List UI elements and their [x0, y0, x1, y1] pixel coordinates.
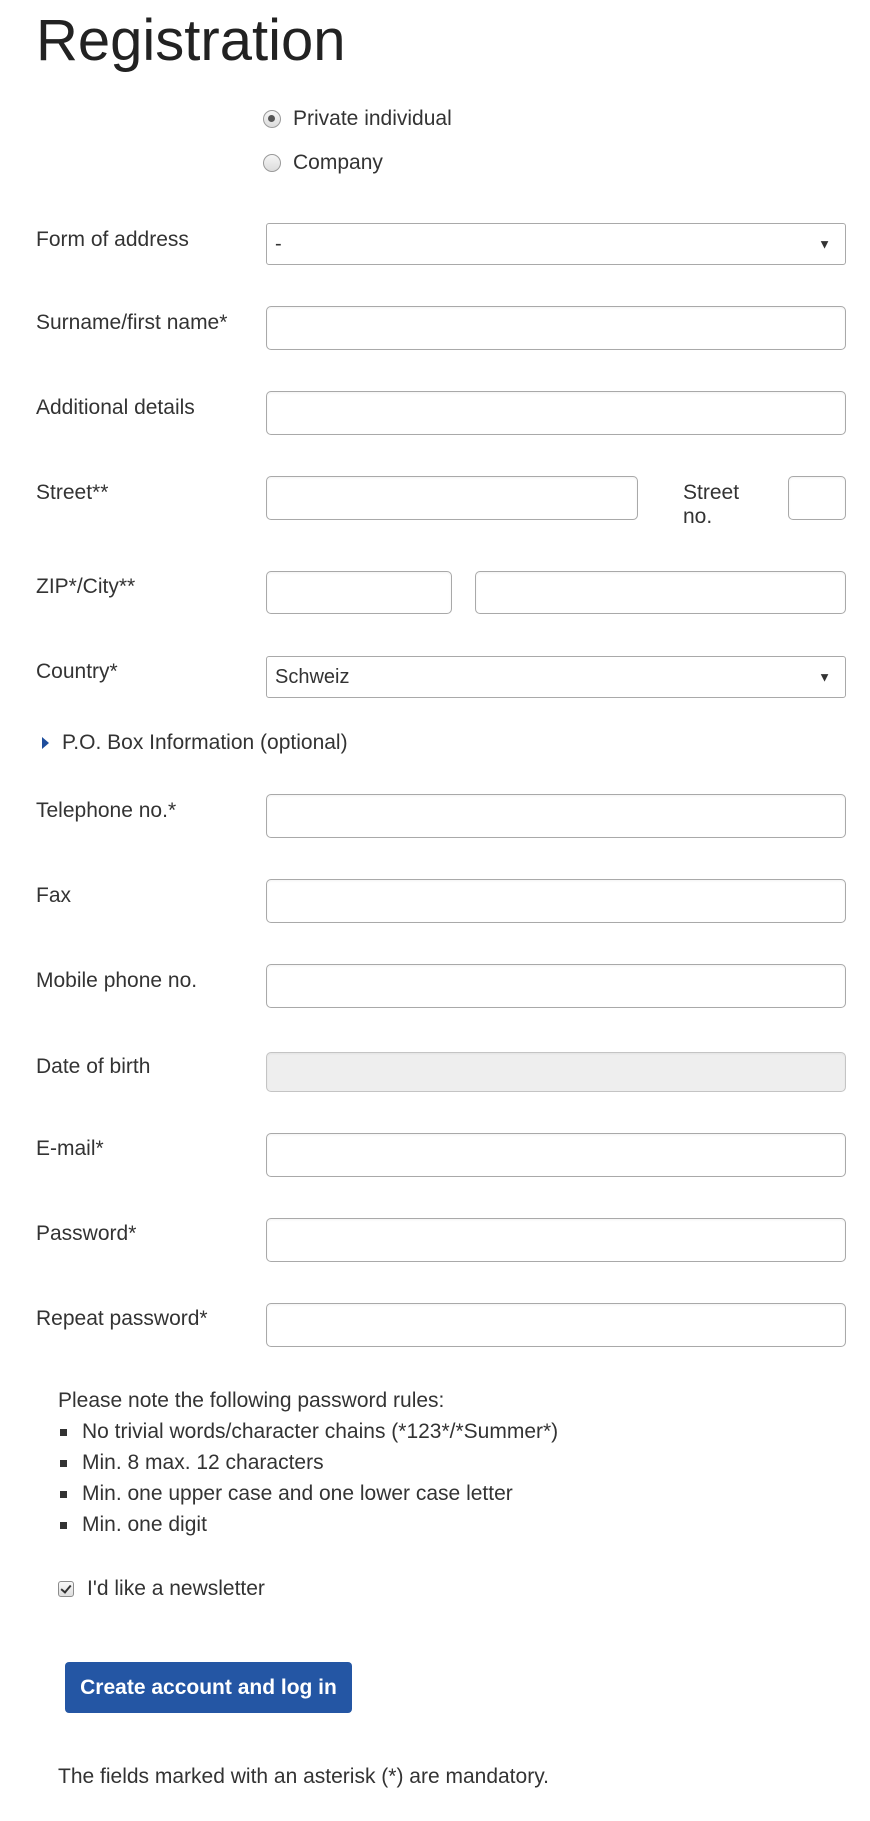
radio-private-individual[interactable]: [263, 105, 452, 133]
additional-details-label: Additional details: [36, 396, 195, 419]
fax-input[interactable]: [266, 879, 846, 923]
password-rule-item: No trivial words/character chains (*123*/*Summer*): [58, 1416, 558, 1447]
street-label: Street**: [36, 481, 109, 504]
dob-label: Date of birth: [36, 1055, 151, 1078]
name-label: Surname/first name*: [36, 311, 228, 334]
create-account-button[interactable]: Create account and log in: [65, 1662, 352, 1713]
radio-button-unchecked[interactable]: [263, 154, 281, 172]
street-no-label-line1: Street: [683, 481, 740, 504]
dob-input-disabled: [266, 1052, 846, 1092]
country-value: Schweiz: [275, 665, 350, 688]
newsletter-option[interactable]: [58, 1577, 265, 1601]
repeat-password-label: Repeat password*: [36, 1307, 208, 1330]
form-of-address-select[interactable]: [266, 223, 846, 265]
form-of-address-value: -: [275, 232, 282, 255]
zip-city-label: ZIP*/City**: [36, 575, 136, 598]
street-no-input[interactable]: [788, 476, 846, 520]
country-select[interactable]: [266, 656, 846, 698]
password-label: Password*: [36, 1222, 137, 1245]
radio-company[interactable]: [263, 149, 383, 177]
telephone-label: Telephone no.*: [36, 799, 177, 822]
radio-label-private: Private individual: [293, 107, 452, 130]
po-box-toggle[interactable]: [42, 731, 348, 755]
name-input[interactable]: [266, 306, 846, 350]
fax-label: Fax: [36, 884, 72, 907]
additional-details-input[interactable]: [266, 391, 846, 435]
email-label: E-mail*: [36, 1137, 104, 1160]
radio-button-checked[interactable]: [263, 110, 281, 128]
zip-input[interactable]: [266, 571, 452, 614]
password-input[interactable]: [266, 1218, 846, 1262]
password-rules-list: [58, 1416, 558, 1540]
password-rules-intro: Please note the following password rules:: [58, 1389, 445, 1412]
password-rule-item: Min. one digit: [58, 1509, 558, 1540]
password-rule-item: Min. 8 max. 12 characters: [58, 1447, 558, 1478]
repeat-password-input[interactable]: [266, 1303, 846, 1347]
telephone-input[interactable]: [266, 794, 846, 838]
form-of-address-label: Form of address: [36, 228, 189, 251]
street-no-label-line2: no.: [683, 505, 713, 528]
street-no-label: [683, 481, 739, 529]
password-rules: [58, 1385, 558, 1540]
newsletter-label: I'd like a newsletter: [87, 1577, 265, 1600]
country-label: Country*: [36, 660, 118, 683]
newsletter-checkbox[interactable]: [58, 1581, 74, 1597]
page-title: Registration: [36, 8, 346, 73]
password-rule-item: Min. one upper case and one lower case letter: [58, 1478, 558, 1509]
dropdown-arrow-icon: ▼: [818, 236, 831, 252]
city-input[interactable]: [475, 571, 846, 614]
street-input[interactable]: [266, 476, 638, 520]
mobile-label: Mobile phone no.: [36, 969, 198, 992]
po-box-label: P.O. Box Information (optional): [62, 731, 348, 754]
email-input[interactable]: [266, 1133, 846, 1177]
mobile-input[interactable]: [266, 964, 846, 1008]
mandatory-fields-note: The fields marked with an asterisk (*) are mandatory.: [58, 1765, 549, 1788]
dropdown-arrow-icon: ▼: [818, 669, 831, 685]
radio-label-company: Company: [293, 151, 383, 174]
expand-triangle-icon: [42, 737, 49, 749]
